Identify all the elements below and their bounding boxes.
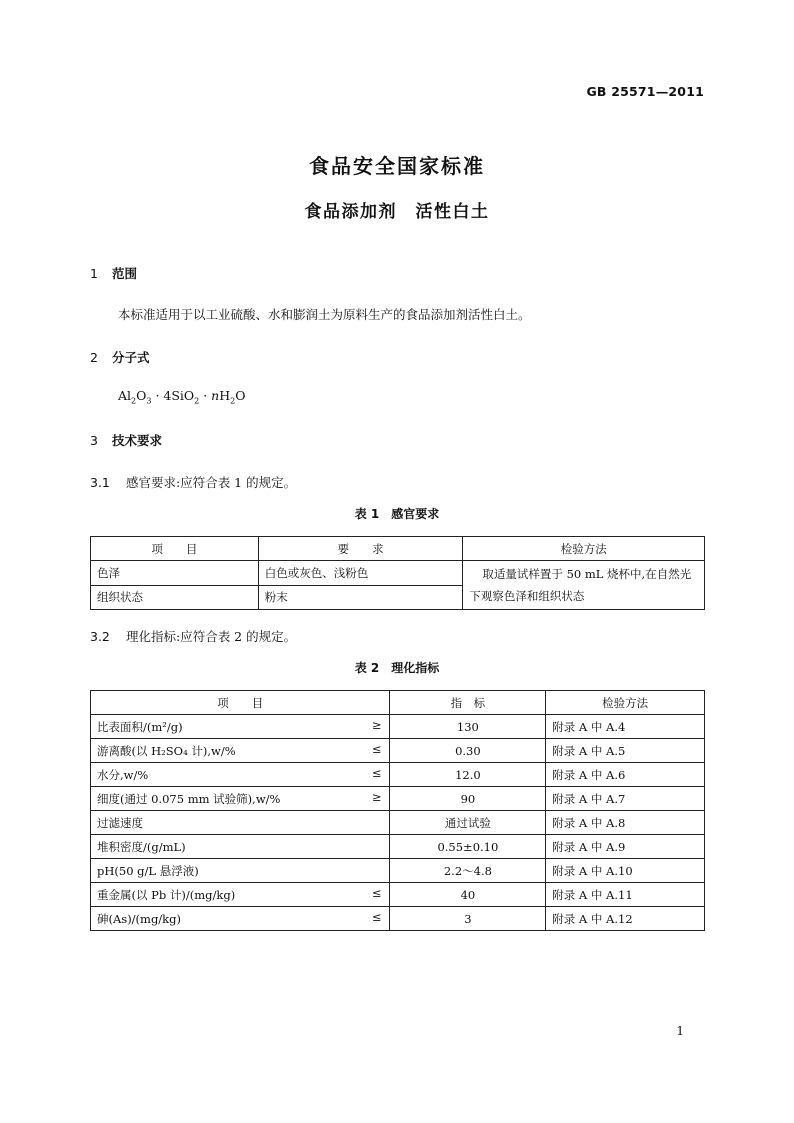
section-title: 范围	[112, 266, 138, 281]
table-1-caption: 表 1 感官要求	[354, 507, 440, 521]
table-2-physicochemical	[90, 690, 705, 931]
table-row	[91, 859, 705, 883]
molecular-formula: $Al_2O_3 \cdot 4SiO_2 \cdot nH_2O$	[118, 388, 246, 406]
subsection-3-1	[90, 473, 296, 491]
row-method: 附录 A 中 A.7	[546, 787, 705, 811]
section-3-heading	[90, 431, 162, 449]
table-row	[91, 907, 705, 931]
row-value: 3	[390, 907, 546, 931]
header-index: 指 标	[390, 691, 546, 715]
comparison-symbol: ≤	[371, 766, 382, 780]
row-method: 附录 A 中 A.9	[546, 835, 705, 859]
row-method: 附录 A 中 A.4	[546, 715, 705, 739]
table-header-row	[91, 537, 705, 561]
table-1-sensory	[90, 536, 705, 610]
comparison-symbol: ≤	[371, 742, 382, 756]
table-row	[91, 883, 705, 907]
table-row	[91, 835, 705, 859]
row-value: 40	[390, 883, 546, 907]
row-value: 0.55±0.10	[390, 835, 546, 859]
row-method: 附录 A 中 A.12	[546, 907, 705, 931]
row-item: 游离酸(以 H₂SO₄ 计),w/% ≤	[91, 739, 390, 763]
table-row	[91, 811, 705, 835]
table-row	[91, 763, 705, 787]
table-row	[91, 787, 705, 811]
table-row	[91, 715, 705, 739]
row-value: 通过试验	[390, 811, 546, 835]
comparison-symbol: ≥	[371, 718, 382, 732]
section-title: 技术要求	[112, 433, 163, 448]
comparison-symbol: ≥	[371, 790, 382, 804]
row-item: 比表面积/(m²/g) ≥	[91, 715, 390, 739]
table-header-row	[91, 691, 705, 715]
comparison-symbol: ≤	[371, 886, 382, 900]
section-number: 3	[90, 433, 98, 448]
row-item: 组织状态	[91, 585, 259, 610]
row-method: 附录 A 中 A.5	[546, 739, 705, 763]
document-subtitle: 食品添加剂 活性白土	[304, 202, 490, 222]
row-item: 色泽	[91, 561, 259, 586]
row-method: 取适量试样置于 50 mL 烧杯中,在自然光下观察色泽和组织状态	[463, 561, 705, 610]
header-item: 项 目	[91, 691, 390, 715]
row-item: 砷(As)/(mg/kg) ≤	[91, 907, 390, 931]
row-method: 附录 A 中 A.10	[546, 859, 705, 883]
section-1-heading	[90, 264, 137, 282]
page-number: 1	[676, 1024, 684, 1038]
section-number: 1	[90, 266, 98, 281]
section-title: 分子式	[112, 350, 150, 365]
section-number: 2	[90, 350, 98, 365]
subsection-3-2	[90, 627, 296, 645]
table-2-caption: 表 2 理化指标	[354, 661, 440, 675]
section-2-heading	[90, 348, 150, 366]
header-method: 检验方法	[546, 691, 705, 715]
row-item: 过滤速度	[91, 811, 390, 835]
subsection-number: 3.1	[90, 475, 110, 490]
row-method: 附录 A 中 A.8	[546, 811, 705, 835]
row-value: 2.2～4.8	[390, 859, 546, 883]
row-value: 90	[390, 787, 546, 811]
document-title: 食品安全国家标准	[309, 154, 485, 178]
row-item: pH(50 g/L 悬浮液)	[91, 859, 390, 883]
row-item: 堆积密度/(g/mL)	[91, 835, 390, 859]
row-value: 0.30	[390, 739, 546, 763]
subsection-text: 理化指标:应符合表 2 的规定。	[126, 629, 297, 644]
row-requirement: 白色或灰色、浅粉色	[258, 561, 463, 586]
comparison-symbol: ≤	[371, 910, 382, 924]
subsection-number: 3.2	[90, 629, 110, 644]
row-value: 12.0	[390, 763, 546, 787]
header-item: 项 目	[91, 537, 259, 561]
header-method: 检验方法	[463, 537, 705, 561]
row-item: 重金属(以 Pb 计)/(mg/kg) ≤	[91, 883, 390, 907]
row-value: 130	[390, 715, 546, 739]
row-item: 细度(通过 0.075 mm 试验筛),w/% ≥	[91, 787, 390, 811]
table-row	[91, 561, 705, 586]
table-row	[91, 739, 705, 763]
standard-number: GB 25571—2011	[586, 84, 704, 99]
header-requirement: 要 求	[258, 537, 463, 561]
scope-paragraph: 本标准适用于以工业硫酸、水和膨润土为原料生产的食品添加剂活性白土。	[118, 307, 531, 322]
row-method: 附录 A 中 A.11	[546, 883, 705, 907]
row-method: 附录 A 中 A.6	[546, 763, 705, 787]
row-requirement: 粉末	[258, 585, 463, 610]
subsection-text: 感官要求:应符合表 1 的规定。	[126, 475, 297, 490]
row-item: 水分,w/% ≤	[91, 763, 390, 787]
